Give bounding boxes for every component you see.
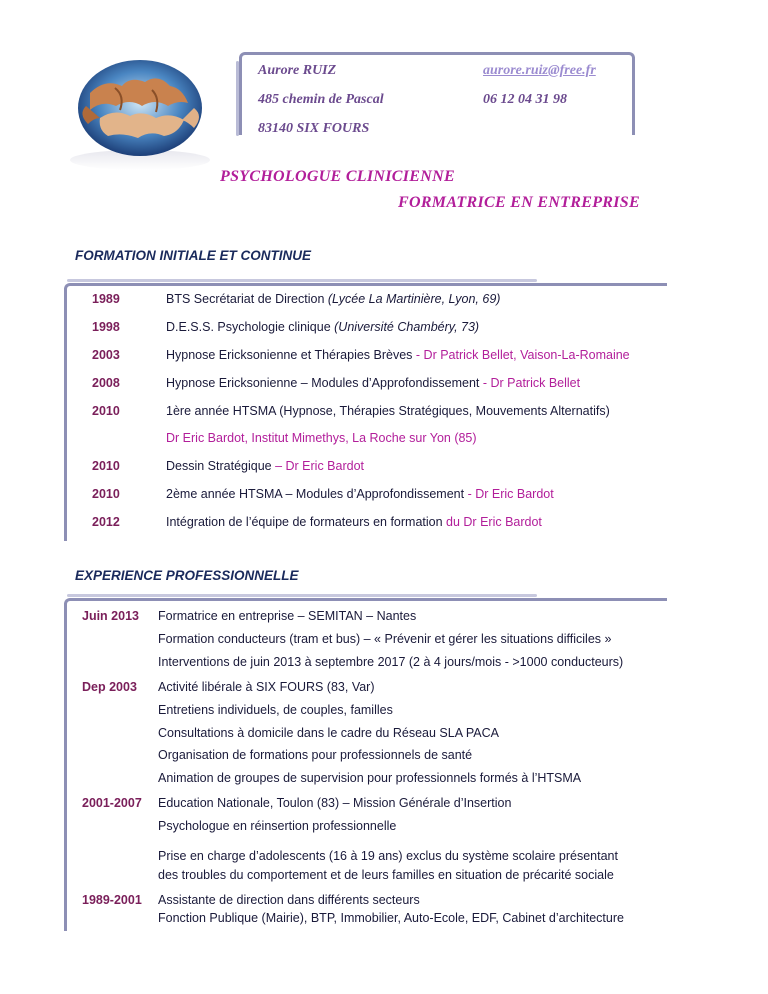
formation-entry-text: 1ère année HTSMA (Hypnose, Thérapies Stratégiques, Mouvements Alternatifs)	[166, 404, 610, 418]
contact-name: Aurore RUIZ	[258, 63, 337, 78]
contact-box	[239, 52, 635, 135]
formation-entry-trainer: - Dr Patrick Bellet	[482, 376, 581, 390]
formation-entry	[166, 515, 542, 529]
formation-entry	[166, 320, 479, 334]
contact-email-link[interactable]: aurore.ruiz@free.fr	[483, 63, 596, 78]
formation-entry-trainer: Dr Eric Bardot, Institut Mimethys, La Roche sur Yon (85)	[166, 431, 477, 445]
formation-year: 2010	[92, 487, 120, 501]
formation-year: 2010	[92, 459, 120, 473]
experience-entry: Assistante de direction dans différents secteurs	[158, 893, 420, 907]
formation-entry-trainer: - Dr Patrick Bellet, Vaison-La-Romaine	[415, 348, 630, 362]
title-psychologue: PSYCHOLOGUE CLINICIENNE	[220, 168, 455, 185]
experience-entry: Prise en charge d’adolescents (16 à 19 ans) exclus du système scolaire présentant	[158, 849, 618, 863]
experience-period: 2001-2007	[82, 796, 142, 810]
formation-heading: FORMATION INITIALE ET CONTINUE	[75, 248, 311, 263]
formation-entry-text: 2ème année HTSMA – Modules d’Approfondissement	[166, 487, 468, 501]
experience-heading: EXPERIENCE PROFESSIONNELLE	[75, 568, 299, 583]
experience-period: 1989-2001	[82, 893, 142, 907]
formation-entry	[166, 487, 554, 501]
hands-globe-logo	[60, 48, 220, 178]
formation-entry	[166, 459, 364, 473]
box-shadow-line	[236, 61, 239, 136]
experience-entry: Education Nationale, Toulon (83) – Mission Générale d’Insertion	[158, 796, 512, 810]
experience-entry: Psychologue en réinsertion professionnelle	[158, 819, 397, 833]
formation-entry	[166, 292, 500, 306]
formation-entry-trainer: – Dr Eric Bardot	[275, 459, 365, 473]
frame-shadow	[67, 594, 537, 597]
experience-entry: Fonction Publique (Mairie), BTP, Immobilier, Auto-Ecole, EDF, Cabinet d’architecture	[158, 911, 624, 925]
frame-shadow	[67, 279, 537, 282]
experience-entry: Entretiens individuels, de couples, familles	[158, 703, 393, 717]
formation-entry-text: Hypnose Ericksonienne et Thérapies Brèves	[166, 348, 416, 362]
experience-entry: Formation conducteurs (tram et bus) – « Prévenir et gérer les situations difficiles »	[158, 632, 612, 646]
formation-year: 2008	[92, 376, 120, 390]
formation-year: 2012	[92, 515, 120, 529]
formation-entry-trainer: du Dr Eric Bardot	[446, 515, 542, 529]
formation-entry	[166, 376, 580, 390]
formation-year: 2003	[92, 348, 120, 362]
formation-entry	[166, 348, 630, 362]
experience-entry: Animation de groupes de supervision pour professionnels formés à l’HTSMA	[158, 771, 582, 785]
formation-entry-text: BTS Secrétariat de Direction	[166, 292, 328, 306]
contact-phone: 06 12 04 31 98	[483, 92, 567, 107]
experience-entry: des troubles du comportement et de leurs familles en situation de précarité sociale	[158, 868, 614, 882]
experience-entry: Consultations à domicile dans le cadre du Réseau SLA PACA	[158, 726, 499, 740]
formation-year: 1998	[92, 320, 120, 334]
formation-entry-text: Intégration de l’équipe de formateurs en formation	[166, 515, 447, 529]
formation-entry-institution: (Université Chambéry, 73)	[334, 320, 480, 334]
experience-period: Dep 2003	[82, 680, 137, 694]
formation-year: 1989	[92, 292, 120, 306]
experience-entry: Formatrice en entreprise – SEMITAN – Nantes	[158, 609, 417, 623]
formation-entry-institution: (Lycée La Martinière, Lyon, 69)	[327, 292, 501, 306]
experience-entry: Organisation de formations pour professionnels de santé	[158, 748, 473, 762]
title-formatrice: FORMATRICE EN ENTREPRISE	[398, 194, 640, 211]
experience-entry: Activité libérale à SIX FOURS (83, Var)	[158, 680, 375, 694]
contact-street: 485 chemin de Pascal	[258, 92, 384, 107]
formation-year: 2010	[92, 404, 120, 418]
experience-period: Juin 2013	[82, 609, 139, 623]
experience-entry: Interventions de juin 2013 à septembre 2017 (2 à 4 jours/mois - >1000 conducteurs)	[158, 655, 624, 669]
formation-entry-text: D.E.S.S. Psychologie clinique	[166, 320, 335, 334]
formation-entry-text: Hypnose Ericksonienne – Modules d’Approfondissement	[166, 376, 483, 390]
formation-entry-text: Dessin Stratégique	[166, 459, 276, 473]
formation-entry-trainer: - Dr Eric Bardot	[467, 487, 554, 501]
formation-entry	[166, 404, 610, 418]
formation-entry	[166, 431, 477, 445]
contact-city: 83140 SIX FOURS	[258, 121, 370, 136]
